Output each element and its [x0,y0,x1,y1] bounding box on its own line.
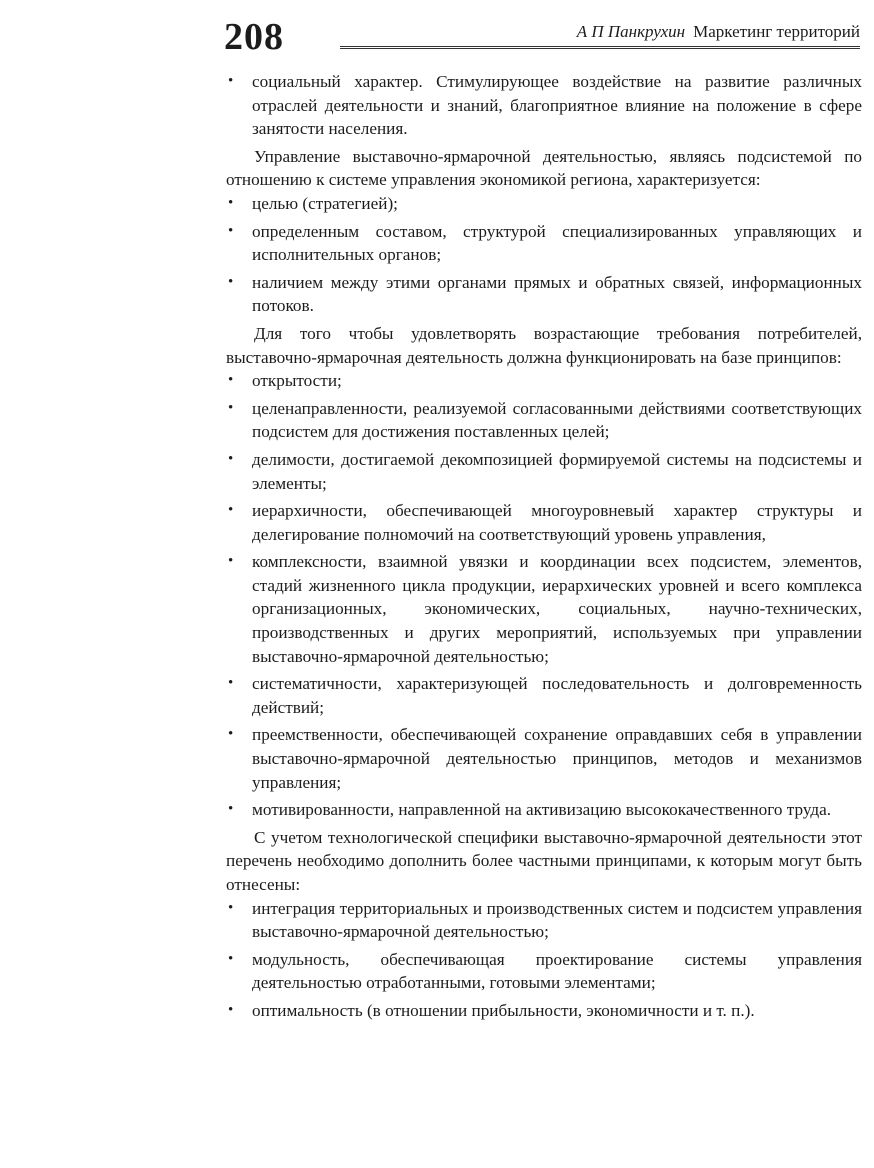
list-item: • мотивированности, направленной на активизацию высококачественного труда. [226,798,862,822]
list-item: • целью (стратегией); [226,192,862,216]
running-head [577,22,860,42]
list-item: • модульность, обеспечивающая проектирование системы управления деятельностью отработанными, готовыми элементами; [226,948,862,995]
list-item: • наличием между этими органами прямых и обратных связей, информационных потоков. [226,271,862,318]
list-item: • систематичности, характеризующей последовательность и долговременность действий; [226,672,862,719]
list-item: • иерархичности, обеспечивающей многоуровневый характер структуры и делегирование полномочий на соответствующий уровень управления, [226,499,862,546]
list-item: • преемственности, обеспечивающей сохранение оправдавших себя в управлении выставочно-ярмарочной деятельностью принципов, методов и механизмов управления; [226,723,862,794]
page-number: 208 [224,16,284,58]
paragraph-principles: Для того чтобы удовлетворять возрастающие требования потребителей, выставочно-ярмарочная деятельность должна функционировать на базе принципов: [226,323,862,367]
page-body [226,70,862,1027]
paragraph-management: Управление выставочно-ярмарочной деятельностью, являясь подсистемой по отношению к системе управления экономикой региона, характеризуется: [226,146,862,190]
specific-principles-list [226,897,862,1023]
running-head-author: А П Панкрухин [576,22,686,41]
list-item: • открытости; [226,369,862,393]
list-item: • определенным составом, структурой специализированных управляющих и исполнительных органов; [226,220,862,267]
list-item: • социальный характер. Стимулирующее воздействие на развитие различных отраслей деятельности и знаний, благоприятное влияние на положение в сфере занятости населения. [226,70,862,141]
principles-list [226,369,862,822]
intro-list [226,70,862,141]
characteristics-list [226,192,862,318]
list-item: • целенаправленности, реализуемой согласованными действиями соответствующих подсистем для достижения поставленных целей; [226,397,862,444]
header-rule [340,46,860,49]
list-item: • комплексности, взаимной увязки и координации всех подсистем, элементов, стадий жизненного цикла продукции, иерархических уровней и всего комплекса организационных, экономических, социальных, научно-технических, производственных и других мероприятий, используемых при управлении выставочно-ярмарочной деятельностью; [226,550,862,668]
list-item: • оптимальность (в отношении прибыльности, экономичности и т. п.). [226,999,862,1023]
running-head-title: Маркетинг территорий [693,22,860,41]
paragraph-specific-principles: С учетом технологической специфики выставочно-ярмарочной деятельности этот перечень необходимо дополнить более частными принципами, к которым могут быть отнесены: [226,827,862,894]
list-item: • интеграция территориальных и производственных систем и подсистем управления выставочно-ярмарочной деятельностью; [226,897,862,944]
list-item: • делимости, достигаемой декомпозицией формируемой системы на подсистемы и элементы; [226,448,862,495]
